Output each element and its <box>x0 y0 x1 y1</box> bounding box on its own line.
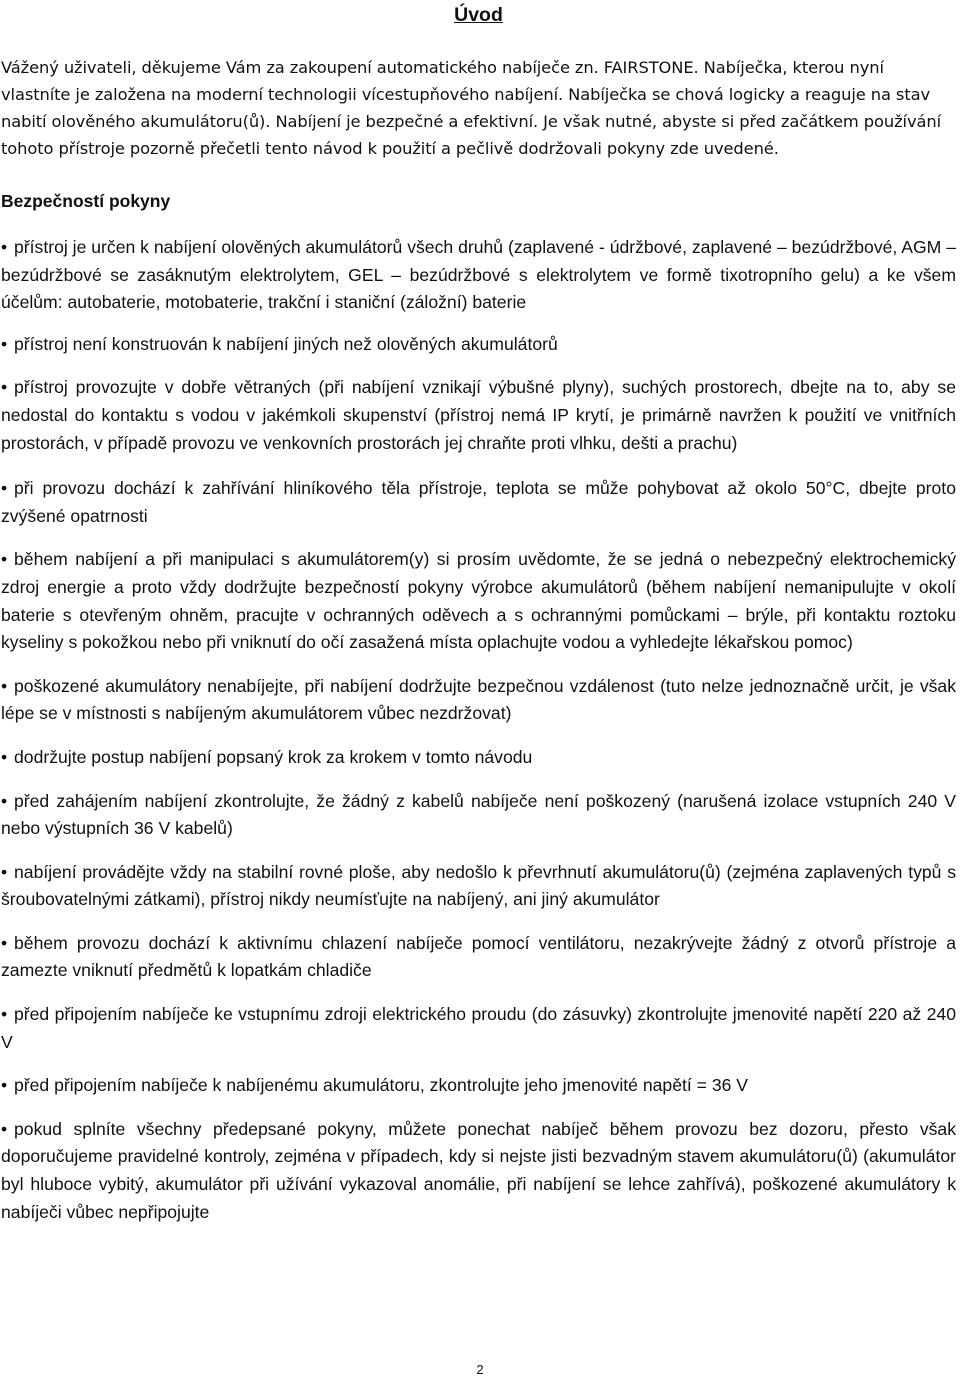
safety-instruction-item <box>1 234 956 317</box>
safety-instruction-text: při provozu dochází k zahřívání hliníkového těla přístroje, teplota se může pohybovat až okolo 50°C, dbejte proto zvýšené opatrnosti <box>1 478 956 526</box>
safety-instruction-item <box>1 673 956 728</box>
bullet-icon: • <box>1 478 8 499</box>
safety-instruction-item <box>1 374 956 457</box>
safety-instruction-item <box>1 475 956 530</box>
safety-instruction-text: přístroj provozujte v dobře větraných (při nabíjení vznikají výbušné plyny), suchých prostorech, dbejte na to, aby se nedostal do kontaktu s vodou v jakémkoli skupenství (přístroj nemá IP krytí, je primárně navržen k použití ve vnitřních prostorách, v případě provozu ve venkovních prostorách jej chraňte proti vlhku, dešti a prachu) <box>1 377 956 453</box>
safety-instruction-item <box>1 859 956 914</box>
safety-instruction-text: před zahájením nabíjení zkontrolujte, že žádný z kabelů nabíječe není poškozený (narušená izolace vstupních 240 V nebo výstupních 36 V kabelů) <box>1 790 956 839</box>
safety-instruction-text: poškozené akumulátory nenabíjejte, při nabíjení dodržujte bezpečnou vzdálenost (tuto nelze jednoznačně určit, je však lépe se v místnosti s nabíjeným akumulátorem vůbec nezdržovat) <box>1 675 956 724</box>
safety-instruction-item <box>1 930 956 985</box>
page-title: Úvod <box>454 4 503 26</box>
safety-instruction-item <box>1 744 956 772</box>
bullet-icon: • <box>1 377 8 398</box>
section-heading: Bezpečností pokyny <box>1 191 171 211</box>
bullet-icon: • <box>1 746 8 767</box>
safety-instruction-text: nabíjení provádějte vždy na stabilní rovné ploše, aby nedošlo k převrhnutí akumulátoru(ů) (zejména zaplavených typů s šroubovatelnými zátkami), přístroj nikdy neumísťujte na nabíjený, ani jiný akumulátor <box>1 861 956 910</box>
bullet-icon: • <box>1 549 8 570</box>
safety-instruction-text: dodržujte postup nabíjení popsaný krok za krokem v tomto návodu <box>14 746 533 767</box>
safety-instruction-text: během nabíjení a při manipulaci s akumulátorem(y) si prosím uvědomte, že se jedná o nebezpečný elektrochemický zdroj energie a proto vždy dodržujte bezpečností pokyny výrobce akumulátorů (během nabíjení nemanipulujte v okolí baterie s otevřeným ohněm, pracujte v ochranných oděvech a s ochrannými pomůckami – brýle, při kontaktu roztoku kyseliny s pokožkou nebo při vniknutí do očí zasažená místa oplachujte vodou a vyhledejte lékařskou pomoc) <box>1 549 956 653</box>
safety-instruction-text: před připojením nabíječe k nabíjenému akumulátoru, zkontrolujte jeho jmenovité napětí = 36 V <box>14 1075 749 1096</box>
safety-instruction-item <box>1 1001 956 1056</box>
safety-instruction-item <box>1 331 956 359</box>
bullet-icon: • <box>1 1118 8 1139</box>
safety-instructions-list <box>1 234 956 1226</box>
intro-paragraph: Vážený uživateli, děkujeme Vám za zakoupení automatického nabíječe zn. FAIRSTONE. Nabíječka, kterou nyní vlastníte je založena na moderní technologii vícestupňového nabíjení. Nabíječka se chová logicky a reaguje na stav nabití olověného akumulátoru(ů). Nabíjení je bezpečné a efektivní. Je však nutné, abyste si před začátkem používání tohoto přístroje pozorně přečetli tento návod k použití a pečlivě dodržovali pokyny zde uvedené. <box>1 58 941 158</box>
bullet-icon: • <box>1 333 8 354</box>
safety-instruction-item <box>1 788 956 843</box>
safety-instruction-item <box>1 546 956 656</box>
safety-instruction-text: před připojením nabíječe ke vstupnímu zdroji elektrického proudu (do zásuvky) zkontrolujte jmenovité napětí 220 až 240 V <box>1 1004 956 1052</box>
bullet-icon: • <box>1 1004 8 1025</box>
bullet-icon: • <box>1 675 8 696</box>
page-number: 2 <box>476 1362 484 1377</box>
bullet-icon: • <box>1 237 8 257</box>
safety-instruction-text: během provozu dochází k aktivnímu chlazení nabíječe pomocí ventilátoru, nezakrývejte žádný z otvorů přístroje a zamezte vniknutí předmětů k lopatkám chladiče <box>1 932 956 981</box>
bullet-icon: • <box>1 932 8 953</box>
safety-instruction-item <box>1 1072 956 1100</box>
bullet-icon: • <box>1 1075 8 1096</box>
safety-instruction-text: pokud splníte všechny předepsané pokyny, můžete ponechat nabíječ během provozu bez dozoru, přesto však doporučujeme pravidelné kontroly, zejména v případech, kdy si nejste jisti bezvadným stavem akumulátoru(ů) (akumulátor byl hluboce vybitý, akumulátor při užívání vykazoval anomálie, při nabíjení se lehce zahřívá), poškozené akumulátory k nabíječi vůbec nepřipojujte <box>1 1118 956 1222</box>
safety-instruction-text: přístroj není konstruován k nabíjení jiných než olověných akumulátorů <box>14 333 558 354</box>
safety-instruction-text: přístroj je určen k nabíjení olověných akumulátorů všech druhů (zaplavené - údržbové, zaplavené – bezúdržbové, AGM – bezúdržbové se zasáknutým elektrolytem, GEL – bezúdržbové s elektrolytem ve formě tixotropního gelu) a ke všem účelům: autobaterie, motobaterie, trakční i staniční (záložní) baterie <box>1 237 956 313</box>
bullet-icon: • <box>1 861 8 882</box>
safety-instruction-item <box>1 1116 956 1226</box>
bullet-icon: • <box>1 790 8 811</box>
